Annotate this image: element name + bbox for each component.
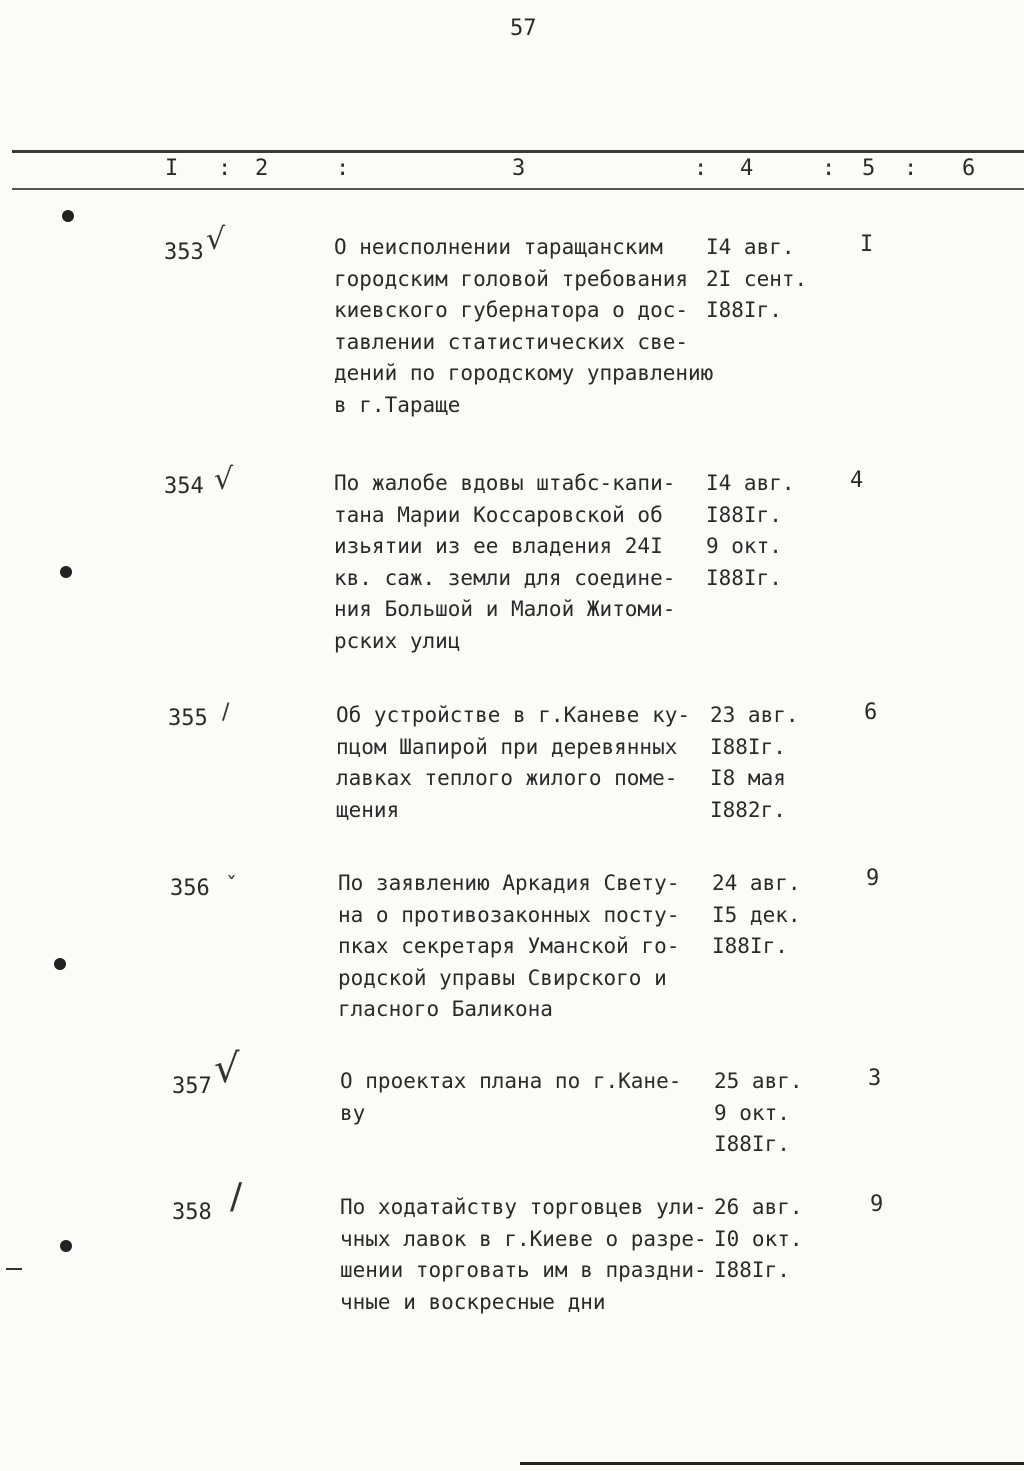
entry-dates: 23 авг. I88Iг. I8 мая I882г.	[710, 703, 799, 822]
entry-dates: 24 авг. I5 дек. I88Iг.	[712, 871, 801, 958]
check-mark: /	[222, 700, 230, 725]
entry-sheets: 6	[864, 700, 878, 725]
entry-description: О проектах плана по г.Кане- ву	[340, 1069, 682, 1125]
header-separator: :	[336, 156, 350, 181]
header-col-2: 2	[255, 156, 269, 181]
check-mark: ˇ	[226, 874, 237, 899]
entry-dates: I4 авг. 2I сент. I88Iг.	[706, 235, 808, 322]
table-top-rule	[12, 150, 1024, 153]
entry-number: 358	[172, 1200, 212, 1225]
entry-sheets: 9	[866, 866, 880, 891]
header-separator: :	[904, 156, 918, 181]
header-col-5: 5	[862, 156, 876, 181]
entry-number: 356	[170, 876, 210, 901]
entry-dates: 26 авг. I0 окт. I88Iг.	[714, 1195, 803, 1282]
check-mark: √	[214, 1046, 240, 1092]
entry-description: О неисполнении таращанским городским головой требования киевского губернатора о дос- тавлении статистических све- дений по городскому управлению в г.Тараще	[334, 235, 714, 417]
binder-hole-mark	[54, 958, 66, 970]
entry-sheets: 9	[870, 1192, 884, 1217]
check-mark: √	[206, 222, 226, 257]
entry-description: По заявлению Аркадия Свету- на о противозаконных посту- пках секретаря Уманской го- родской управы Свирского и гласного Баликона	[338, 871, 680, 1021]
header-separator: :	[218, 156, 232, 181]
entry-sheets: 3	[868, 1066, 882, 1091]
check-mark: /	[230, 1176, 243, 1217]
entry-dates: 25 авг. 9 окт. I88Iг.	[714, 1069, 803, 1156]
header-separator: :	[694, 156, 708, 181]
entry-number: 353	[164, 240, 204, 265]
entry-description: По жалобе вдовы штабс-капи- тана Марии Коссаровской об изьятии из ее владения 24I кв. саж. земли для соедине- ния Большой и Малой Житоми- рских улиц	[334, 471, 676, 653]
check-mark: √	[214, 462, 234, 497]
header-col-3: 3	[512, 156, 526, 181]
header-separator: :	[822, 156, 836, 181]
entry-number: 355	[168, 706, 208, 731]
page-number: 57	[510, 16, 537, 41]
binder-hole-mark	[60, 1240, 72, 1252]
entry-number: 357	[172, 1074, 212, 1099]
entry-description: По ходатайству торговцев ули- чных лавок в г.Киеве о разре- шении торговать им в праздни- чные и воскресные дни	[340, 1195, 707, 1314]
table-header-rule	[12, 188, 1024, 190]
margin-mark	[6, 1268, 22, 1270]
entry-sheets: I	[860, 232, 874, 257]
binder-hole-mark	[62, 210, 74, 222]
entry-dates: I4 авг. I88Iг. 9 окт. I88Iг.	[706, 471, 795, 590]
header-col-6: 6	[962, 156, 976, 181]
entry-number: 354	[164, 474, 204, 499]
entry-description: Об устройстве в г.Каневе ку- пцом Шапирой при деревянных лавках теплого жилого поме- щения	[336, 703, 691, 822]
entry-sheets: 4	[850, 468, 864, 493]
binder-hole-mark	[60, 566, 72, 578]
header-col-4: 4	[740, 156, 754, 181]
header-col-1: I	[165, 156, 179, 181]
scan-edge-line	[520, 1462, 1024, 1465]
